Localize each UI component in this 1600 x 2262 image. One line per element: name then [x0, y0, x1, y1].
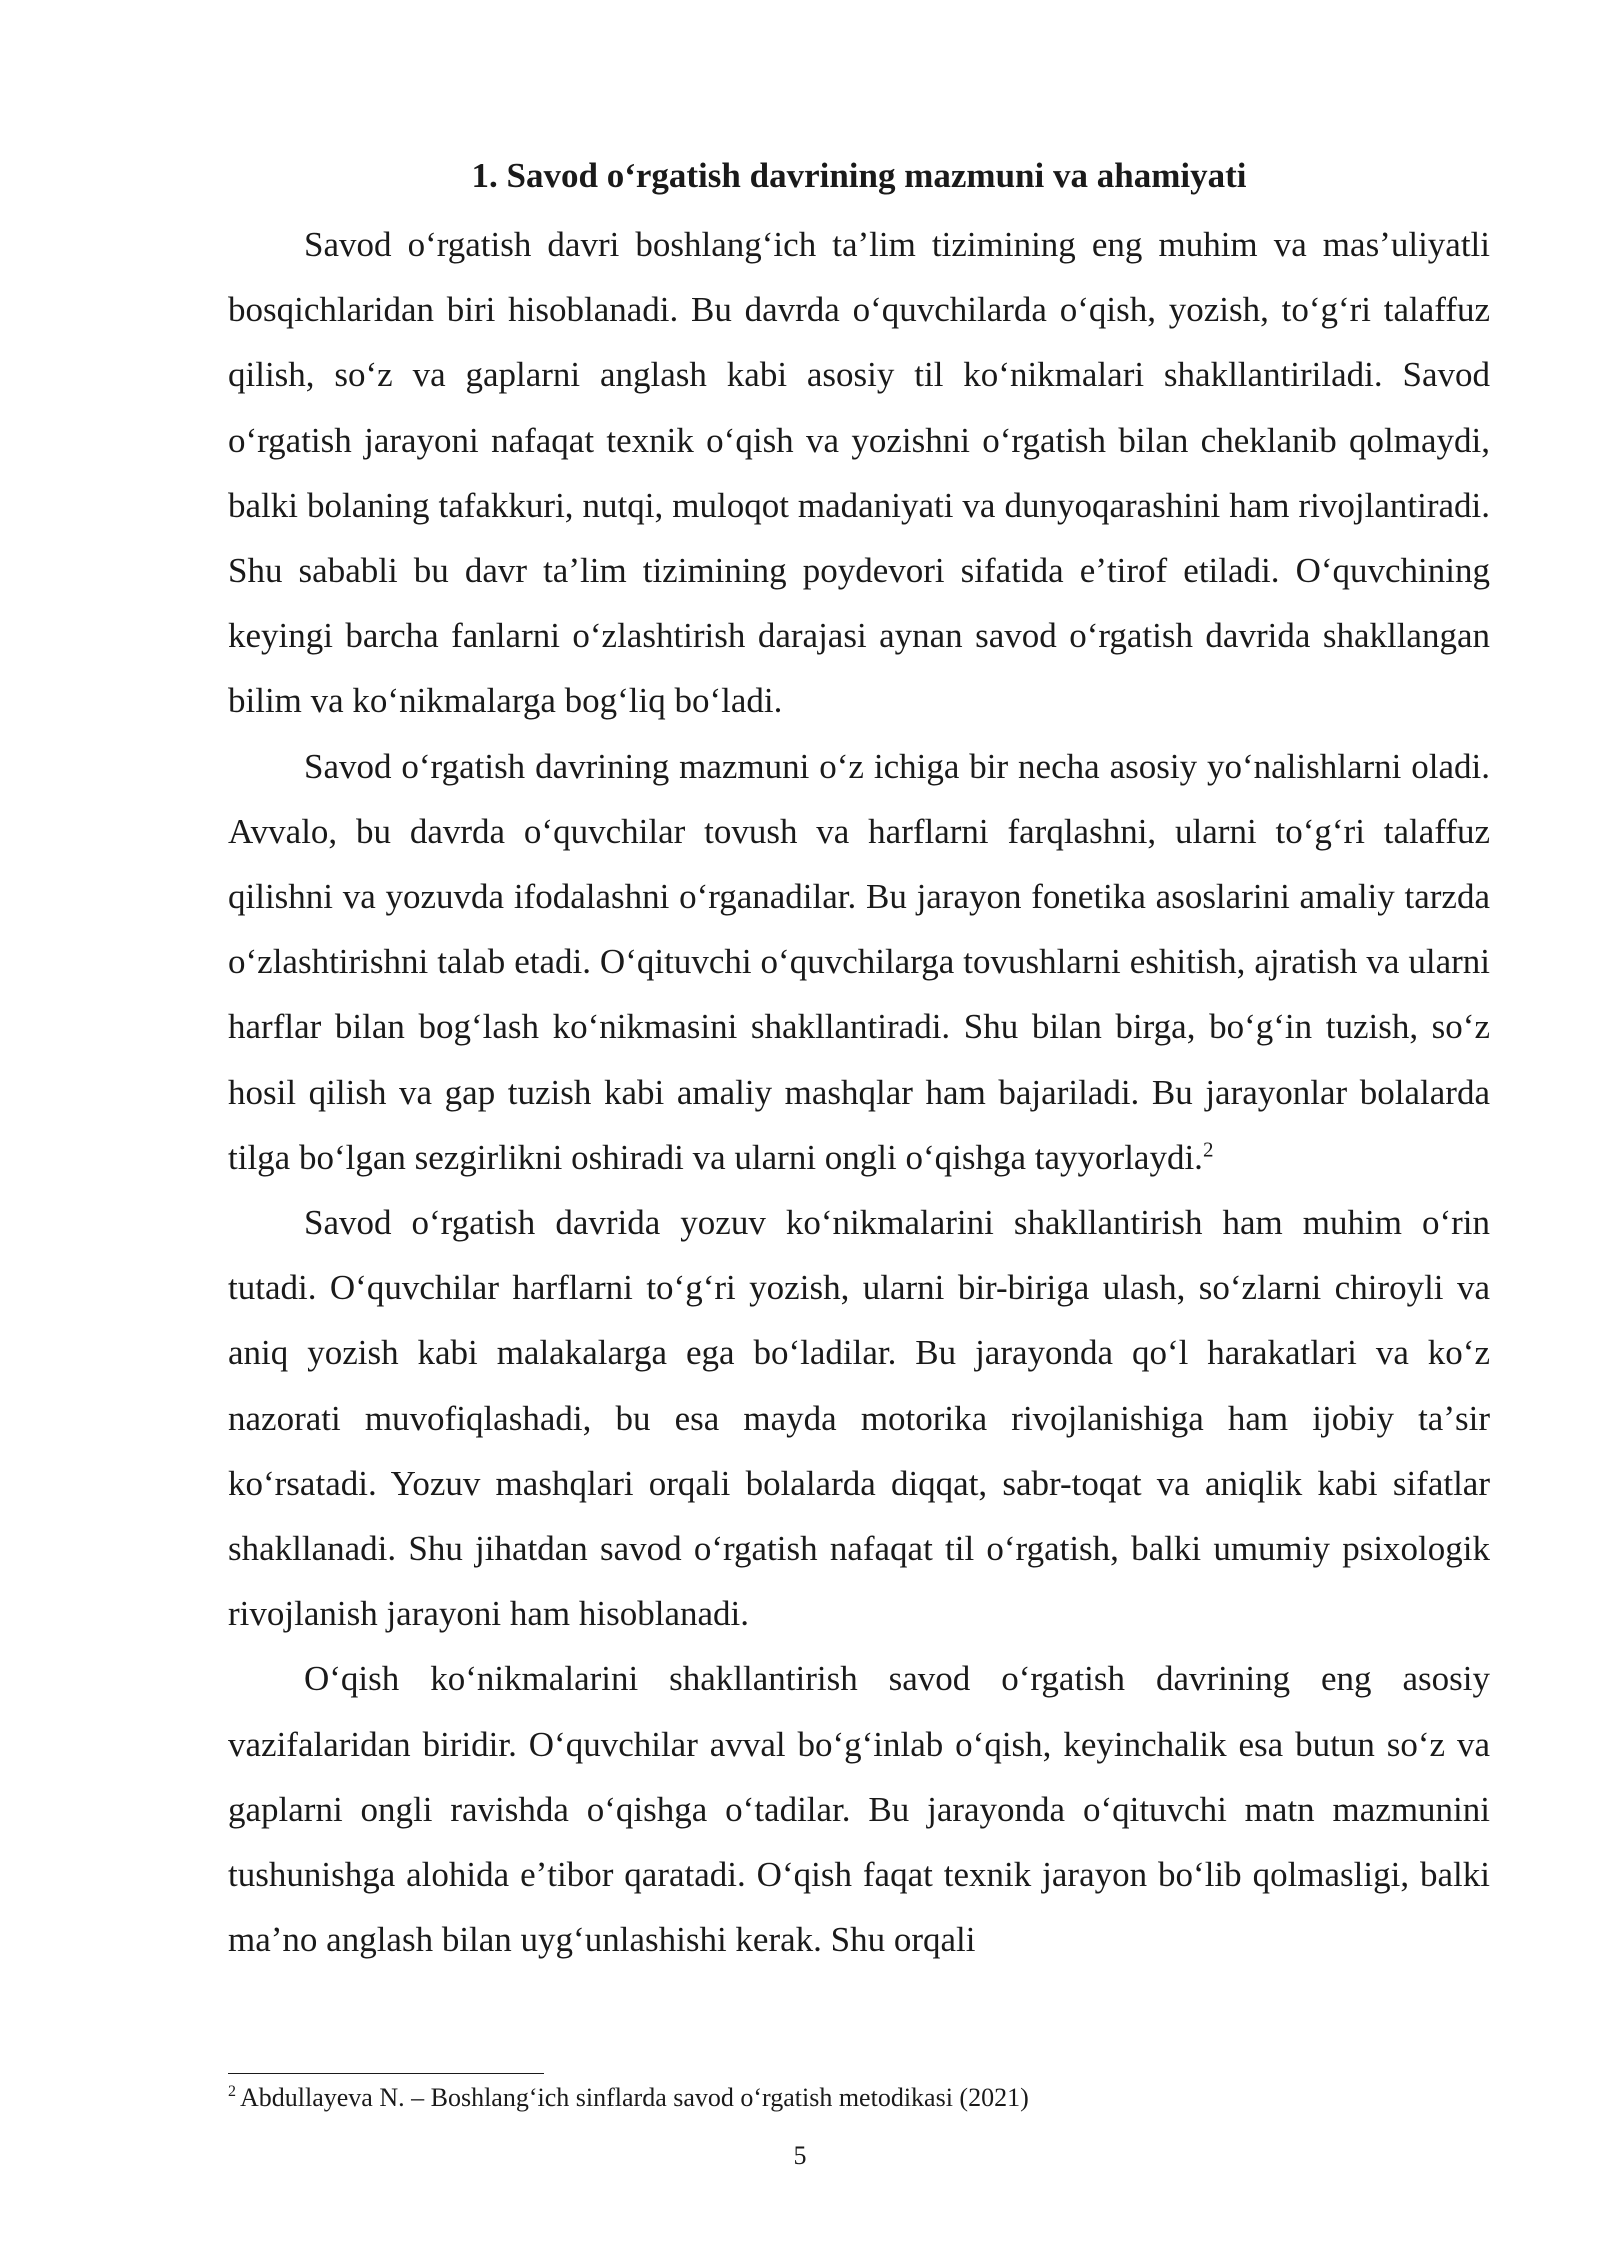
- footnote-reference[interactable]: 2: [1202, 1137, 1214, 1162]
- footnote-number: 2: [228, 2083, 236, 2101]
- document-page: [228, 150, 1490, 1972]
- paragraph-2-text: Savod oʻrgatish davrining mazmuni oʻz ichiga bir necha asosiy yoʻnalishlarni oladi. Avvalo, bu davrda oʻquvchilar tovush va harflarni farqlashni, ularni toʻgʻri talaffuz qilishni va yozuvda ifodalashni oʻrganadilar. Bu jarayon fonetika asoslarini amaliy tarzda oʻzlashtirishni talab etadi. Oʻqituvchi oʻquvchilarga tovushlarni eshitish, ajratish va ularni harflar bilan bogʻlash koʻnikmasini shakllantiradi. Shu bilan birga, boʻgʻin tuzish, soʻz hosil qilish va gap tuzish kabi amaliy mashqlar ham bajariladi. Bu jarayonlar bolalarda tilga boʻlgan sezgirlikni oshiradi va ularni ongli oʻqishga tayyorlaydi.: [228, 746, 1490, 1177]
- footnote-text: Abdullayeva N. – Boshlangʻich sinflarda savod oʻrgatish metodikasi (2021): [240, 2083, 1029, 2112]
- paragraph-1: Savod oʻrgatish davri boshlangʻich taʼlim tizimining eng muhim va masʼuliyatli bosqichlaridan biri hisoblanadi. Bu davrda oʻquvchilarda oʻqish, yozish, toʻgʻri talaffuz qilish, soʻz va gaplarni anglash kabi asosiy til koʻnikmalari shakllantiriladi. Savod oʻrgatish jarayoni nafaqat texnik oʻqish va yozishni oʻrgatish bilan cheklanib qolmaydi, balki bolaning tafakkuri, nutqi, muloqot madaniyati va dunyoqarashini ham rivojlantiradi. Shu sababli bu davr taʼlim tizimining poydevori sifatida eʼtirof etiladi. Oʻquvchining keyingi barcha fanlarni oʻzlashtirish darajasi aynan savod oʻrgatish davrida shakllangan bilim va koʻnikmalarga bogʻliq boʻladi.: [228, 225, 1490, 721]
- section-title: 1. Savod oʻrgatish davrining mazmuni va ahamiyati: [471, 156, 1247, 195]
- paragraph-3: Savod oʻrgatish davrida yozuv koʻnikmalarini shakllantirish ham muhim oʻrin tutadi. Oʻquvchilar harflarni toʻgʻri yozish, ularni bir-biriga ulash, soʻzlarni chiroyli va aniq yozish kabi malakalarga ega boʻladilar. Bu jarayonda qoʻl harakatlari va koʻz nazorati muvofiqlashadi, bu esa mayda motorika rivojlanishiga ham ijobiy taʼsir koʻrsatadi. Yozuv mashqlari orqali bolalarda diqqat, sabr-toqat va aniqlik kabi sifatlar shakllanadi. Shu jihatdan savod oʻrgatish nafaqat til oʻrgatish, balki umumiy psixologik rivojlanish jarayoni ham hisoblanadi.: [228, 1203, 1490, 1634]
- page-number: 5: [793, 2141, 807, 2170]
- paragraph-2: [228, 734, 1490, 1190]
- footnote: [228, 2080, 1029, 2116]
- footnote-separator: [228, 2073, 544, 2074]
- paragraph-4: Oʻqish koʻnikmalarini shakllantirish savod oʻrgatish davrining eng asosiy vazifalaridan biridir. Oʻquvchilar avval boʻgʻinlab oʻqish, keyinchalik esa butun soʻz va gaplarni ongli ravishda oʻqishga oʻtadilar. Bu jarayonda oʻqituvchi matn mazmunini tushunishga alohida eʼtibor qaratadi. Oʻqish faqat texnik jarayon boʻlib qolmasligi, balki maʼno anglash bilan uygʻunlashishi kerak. Shu orqali: [228, 1659, 1490, 1960]
